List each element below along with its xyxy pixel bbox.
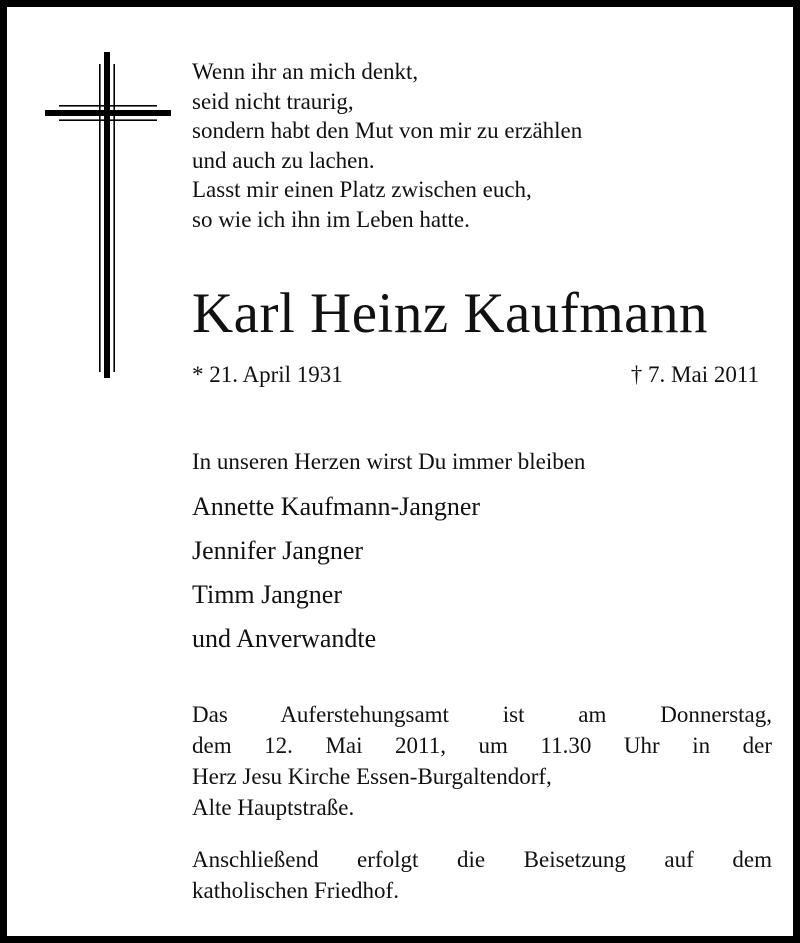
poem-line: Lasst mir einen Platz zwischen euch, [192, 177, 532, 202]
deceased-name: Karl Heinz Kaufmann [192, 282, 708, 345]
service-line: Das Auferstehungsamt ist am Donnerstag, [192, 702, 772, 727]
poem-line: Wenn ihr an mich denkt, [192, 59, 419, 84]
mourners-list [192, 485, 772, 661]
burial-info [192, 844, 772, 906]
poem-line: so wie ich ihn im Leben hatte. [192, 206, 470, 232]
service-info [192, 699, 772, 823]
service-line: Herz Jesu Kirche Essen-Burgaltendorf, [192, 764, 552, 789]
poem-line: und auch zu lachen. [192, 147, 375, 173]
cross-icon [45, 52, 171, 378]
burial-line: Anschließend erfolgt die Beisetzung auf dem [192, 847, 772, 872]
mourner-name: Timm Jangner [192, 580, 342, 609]
tribute-text: In unseren Herzen wirst Du immer bleiben [192, 449, 586, 474]
service-line: dem 12. Mai 2011, um 11.30 Uhr in der [192, 733, 772, 758]
poem-line: sondern habt den Mut von mir zu erzählen [192, 118, 583, 143]
service-line: Alte Hauptstraße. [192, 795, 355, 820]
burial-line: katholischen Friedhof. [192, 878, 399, 903]
mourner-name: und Anverwandte [192, 624, 377, 653]
poem-line: seid nicht traurig, [192, 88, 354, 114]
mourner-name: Jennifer Jangner [192, 536, 364, 565]
death-date: † 7. Mai 2011 [630, 362, 759, 387]
birth-date: * 21. April 1931 [192, 362, 343, 387]
mourner-name: Annette Kaufmann-Jangner [192, 492, 481, 521]
poem [192, 57, 772, 234]
